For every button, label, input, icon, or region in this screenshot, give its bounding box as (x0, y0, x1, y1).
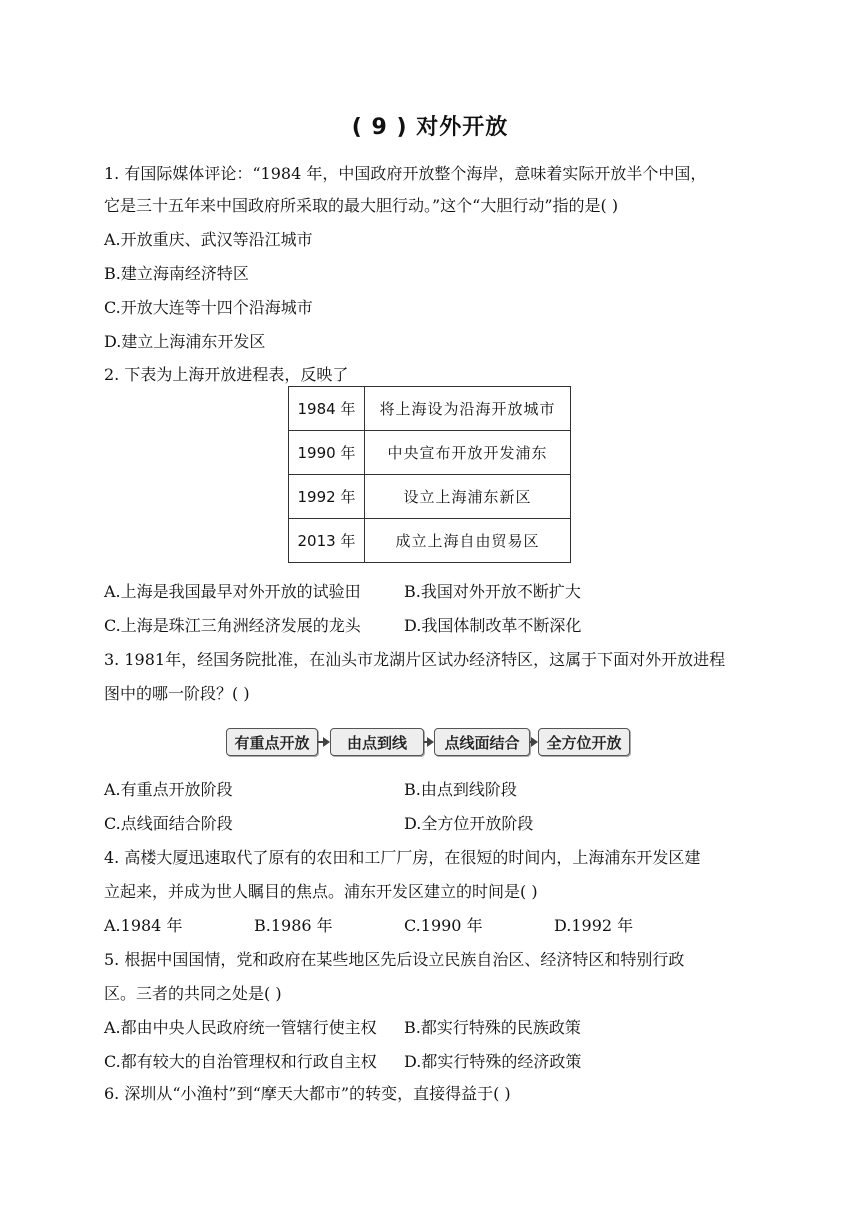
table-event: 将上海设为沿海开放城市 (365, 387, 571, 431)
q1-option-a: A.开放重庆、武汉等沿江城市 (104, 230, 313, 249)
table-event: 设立上海浦东新区 (365, 475, 571, 519)
q1-stem-line2: 它是三十五年来中国政府所采取的最大胆行动。”这个“大胆行动”指的是( ) (104, 196, 619, 215)
q1-option-b: B.建立海南经济特区 (104, 264, 249, 283)
q3-option-a: A.有重点开放阶段 (104, 780, 233, 799)
q3-stem-line1: 3. 1981年，经国务院批准，在汕头市龙湖片区试办经济特区，这属于下面对外开放进程 (104, 650, 726, 669)
q3-stem-line2: 图中的哪一阶段？( ) (104, 684, 250, 703)
q2-option-b: B.我国对外开放不断扩大 (404, 582, 581, 601)
q2-stem: 2. 下表为上海开放进程表，反映了 (104, 365, 349, 384)
shanghai-opening-table (288, 386, 571, 563)
q4-option-d: D.1992 年 (554, 916, 634, 935)
table-year: 1984 年 (289, 387, 365, 431)
flow-arrow-icon (318, 741, 328, 743)
flow-step-3: 点线面结合 (434, 728, 530, 756)
flow-arrow-icon (424, 741, 432, 743)
q4-option-b: B.1986 年 (254, 916, 333, 935)
flow-step-4: 全方位开放 (538, 728, 630, 756)
q5-option-a: A.都由中央人民政府统一管辖行使主权 (104, 1018, 377, 1037)
q3-option-d: D.全方位开放阶段 (404, 814, 534, 833)
q2-option-a: A.上海是我国最早对外开放的试验田 (104, 582, 361, 601)
table-row (289, 387, 571, 431)
q5-option-b: B.都实行特殊的民族政策 (404, 1018, 581, 1037)
q4-stem-line2: 立起来，并成为世人瞩目的焦点。浦东开发区建立的时间是( ) (104, 882, 538, 901)
opening-process-diagram (226, 722, 636, 762)
table-year: 1990 年 (289, 431, 365, 475)
q5-option-d: D.都实行特殊的经济政策 (404, 1052, 582, 1071)
table-row (289, 475, 571, 519)
q5-stem-line1: 5. 根据中国国情，党和政府在某些地区先后设立民族自治区、经济特区和特别行政 (104, 950, 685, 969)
q1-stem-line1: 1. 有国际媒体评论：“1984 年，中国政府开放整个海岸，意味着实际开放半个中国， (104, 164, 707, 183)
table-year: 2013 年 (289, 519, 365, 563)
flow-arrow-icon (530, 741, 536, 743)
q4-option-c: C.1990 年 (404, 916, 483, 935)
q3-option-b: B.由点到线阶段 (404, 780, 517, 799)
q5-stem-line2: 区。三者的共同之处是( ) (104, 984, 282, 1003)
q1-option-c: C.开放大连等十四个沿海城市 (104, 298, 313, 317)
q5-option-c: C.都有较大的自治管理权和行政自主权 (104, 1052, 377, 1071)
q2-option-d: D.我国体制改革不断深化 (404, 616, 582, 635)
flow-step-1: 有重点开放 (226, 728, 318, 756)
table-row (289, 519, 571, 563)
flow-step-2: 由点到线 (330, 728, 424, 756)
q4-option-a: A.1984 年 (104, 916, 183, 935)
page-title: ( 9 ) 对外开放 (351, 115, 509, 140)
q1-option-d: D.建立上海浦东开发区 (104, 332, 266, 351)
q3-option-c: C.点线面结合阶段 (104, 814, 233, 833)
q6-stem: 6. 深圳从“小渔村”到“摩天大都市”的转变，直接得益于( ) (104, 1084, 511, 1103)
table-year: 1992 年 (289, 475, 365, 519)
q2-option-c: C.上海是珠江三角洲经济发展的龙头 (104, 616, 361, 635)
table-event: 中央宣布开放开发浦东 (365, 431, 571, 475)
table-event: 成立上海自由贸易区 (365, 519, 571, 563)
q4-stem-line1: 4. 高楼大厦迅速取代了原有的农田和工厂厂房，在很短的时间内，上海浦东开发区建 (104, 848, 701, 867)
table-row (289, 431, 571, 475)
